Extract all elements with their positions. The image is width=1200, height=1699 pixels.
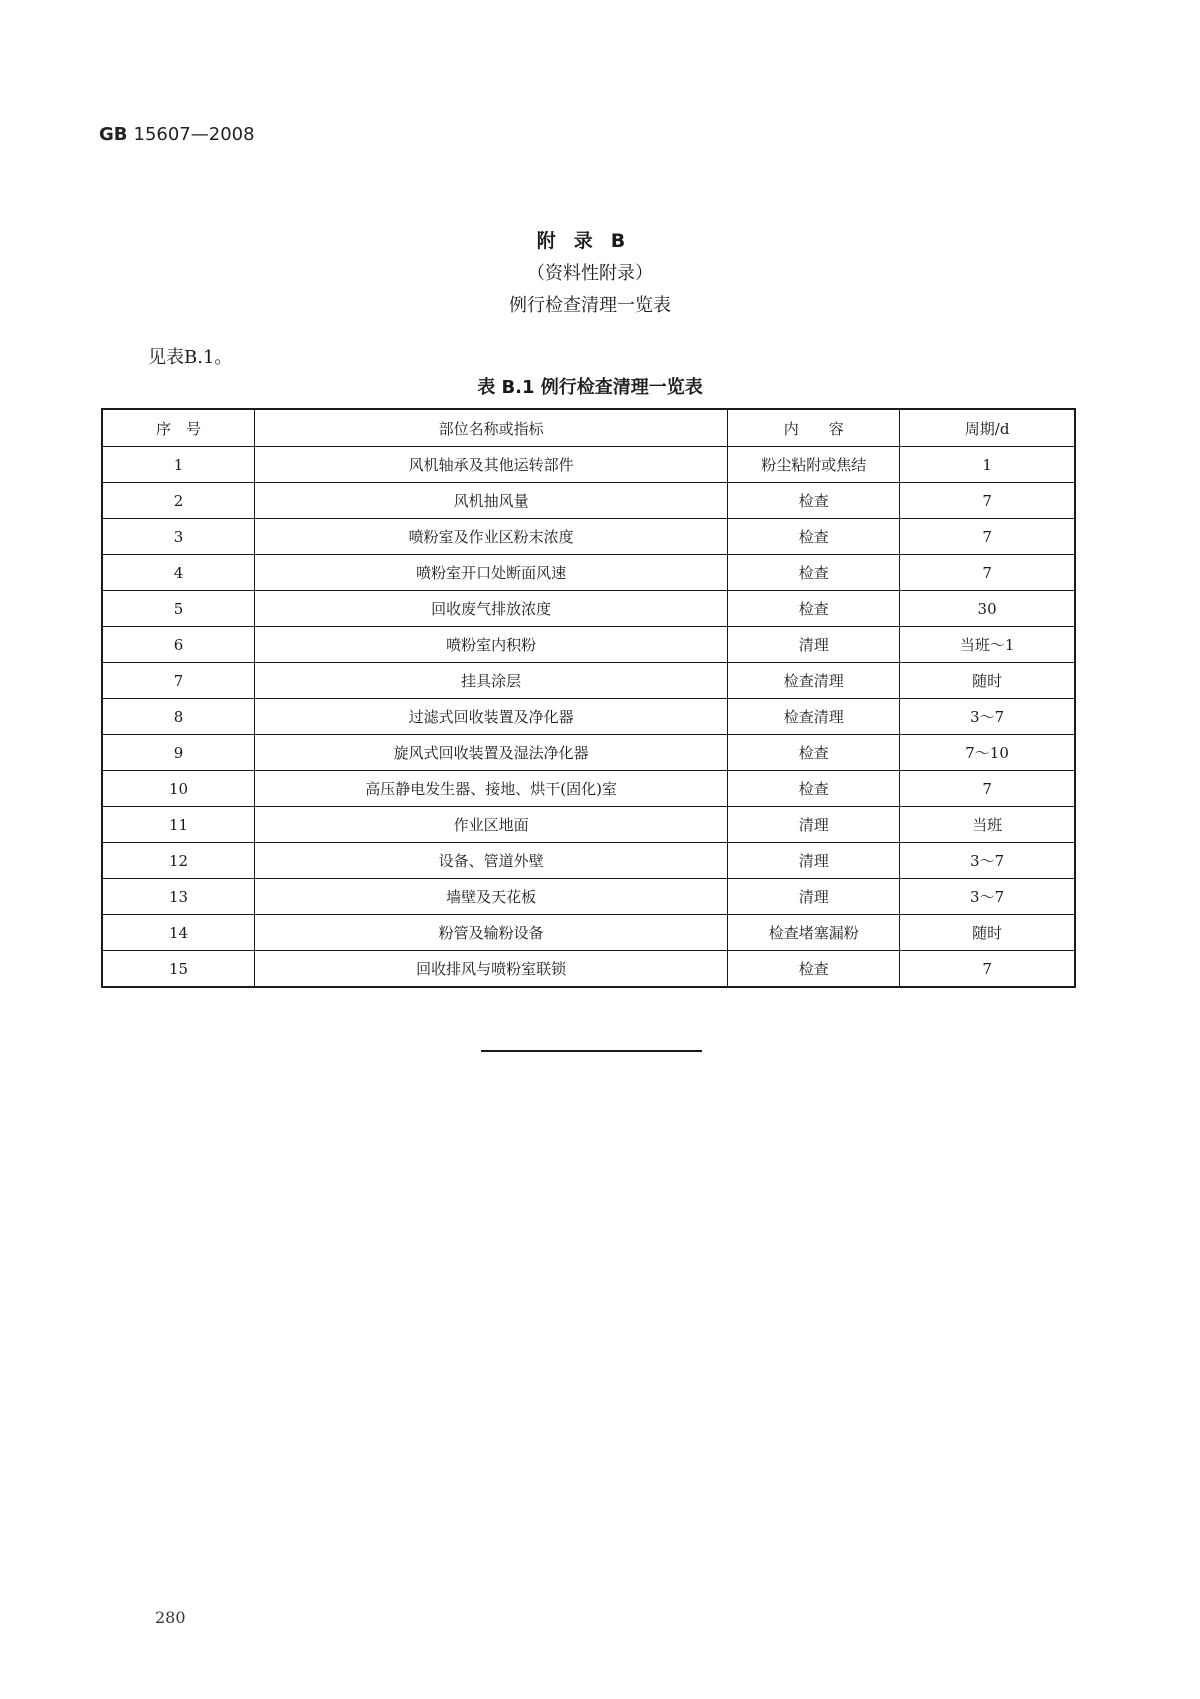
cell-no: 1 — [102, 447, 254, 483]
see-table-reference: 见表B.1。 — [148, 347, 233, 368]
cell-no: 12 — [102, 843, 254, 879]
cell-content: 检查 — [728, 519, 900, 555]
table-header-row — [102, 409, 1075, 447]
header-period: 周期/d — [900, 409, 1075, 447]
table-row — [102, 627, 1075, 663]
cell-no: 11 — [102, 807, 254, 843]
cell-part: 风机轴承及其他运转部件 — [254, 447, 727, 483]
cell-no: 9 — [102, 735, 254, 771]
cell-period: 随时 — [900, 663, 1075, 699]
cell-part: 旋风式回收装置及湿法净化器 — [254, 735, 727, 771]
table-row — [102, 951, 1075, 988]
cell-no: 6 — [102, 627, 254, 663]
inspection-table — [101, 408, 1076, 988]
cell-period: 7 — [900, 555, 1075, 591]
cell-period: 7 — [900, 519, 1075, 555]
end-rule — [481, 1050, 702, 1052]
table-row — [102, 771, 1075, 807]
table-row — [102, 879, 1075, 915]
cell-content: 清理 — [728, 843, 900, 879]
cell-no: 15 — [102, 951, 254, 988]
cell-content: 粉尘粘附或焦结 — [728, 447, 900, 483]
cell-period: 30 — [900, 591, 1075, 627]
cell-content: 检查 — [728, 771, 900, 807]
cell-period: 7 — [900, 951, 1075, 988]
cell-period: 当班～1 — [900, 627, 1075, 663]
cell-part: 喷粉室开口处断面风速 — [254, 555, 727, 591]
header-part: 部位名称或指标 — [254, 409, 727, 447]
cell-period: 当班 — [900, 807, 1075, 843]
cell-content: 清理 — [728, 627, 900, 663]
cell-period: 3～7 — [900, 879, 1075, 915]
cell-part: 墙壁及天花板 — [254, 879, 727, 915]
cell-part: 粉管及输粉设备 — [254, 915, 727, 951]
table-caption: 表 B.1 例行检查清理一览表 — [477, 377, 703, 398]
table-row — [102, 483, 1075, 519]
cell-period: 1 — [900, 447, 1075, 483]
cell-content: 清理 — [728, 807, 900, 843]
table-row — [102, 555, 1075, 591]
cell-part: 回收废气排放浓度 — [254, 591, 727, 627]
cell-period: 随时 — [900, 915, 1075, 951]
cell-period: 7～10 — [900, 735, 1075, 771]
cell-content: 检查堵塞漏粉 — [728, 915, 900, 951]
cell-part: 喷粉室及作业区粉末浓度 — [254, 519, 727, 555]
cell-content: 清理 — [728, 879, 900, 915]
cell-part: 作业区地面 — [254, 807, 727, 843]
cell-period: 3～7 — [900, 699, 1075, 735]
cell-content: 检查 — [728, 735, 900, 771]
standard-prefix: GB — [99, 124, 128, 145]
cell-content: 检查 — [728, 951, 900, 988]
table-row — [102, 663, 1075, 699]
cell-content: 检查 — [728, 591, 900, 627]
header-no: 序 号 — [102, 409, 254, 447]
table-row — [102, 915, 1075, 951]
standard-code — [99, 124, 255, 145]
appendix-label: 附录B — [536, 230, 644, 252]
cell-no: 4 — [102, 555, 254, 591]
cell-content: 检查 — [728, 555, 900, 591]
table-row — [102, 591, 1075, 627]
cell-part: 喷粉室内积粉 — [254, 627, 727, 663]
page-number: 280 — [155, 1608, 186, 1627]
standard-number: 15607—2008 — [133, 124, 255, 145]
cell-no: 10 — [102, 771, 254, 807]
cell-no: 14 — [102, 915, 254, 951]
table-row — [102, 519, 1075, 555]
table-row — [102, 807, 1075, 843]
cell-part: 回收排风与喷粉室联锁 — [254, 951, 727, 988]
cell-part: 设备、管道外壁 — [254, 843, 727, 879]
appendix-name: 例行检查清理一览表 — [509, 295, 671, 316]
appendix-type: （资料性附录） — [527, 263, 653, 284]
cell-no: 5 — [102, 591, 254, 627]
cell-part: 挂具涂层 — [254, 663, 727, 699]
cell-no: 7 — [102, 663, 254, 699]
cell-content: 检查清理 — [728, 663, 900, 699]
table-body — [102, 447, 1075, 988]
cell-no: 3 — [102, 519, 254, 555]
cell-no: 13 — [102, 879, 254, 915]
cell-no: 8 — [102, 699, 254, 735]
header-content: 内 容 — [728, 409, 900, 447]
cell-part: 过滤式回收装置及净化器 — [254, 699, 727, 735]
cell-period: 7 — [900, 483, 1075, 519]
cell-no: 2 — [102, 483, 254, 519]
cell-part: 风机抽风量 — [254, 483, 727, 519]
cell-period: 3～7 — [900, 843, 1075, 879]
table-row — [102, 699, 1075, 735]
table-row — [102, 735, 1075, 771]
table-row — [102, 447, 1075, 483]
cell-content: 检查 — [728, 483, 900, 519]
cell-part: 高压静电发生器、接地、烘干(固化)室 — [254, 771, 727, 807]
cell-content: 检查清理 — [728, 699, 900, 735]
cell-period: 7 — [900, 771, 1075, 807]
table-row — [102, 843, 1075, 879]
